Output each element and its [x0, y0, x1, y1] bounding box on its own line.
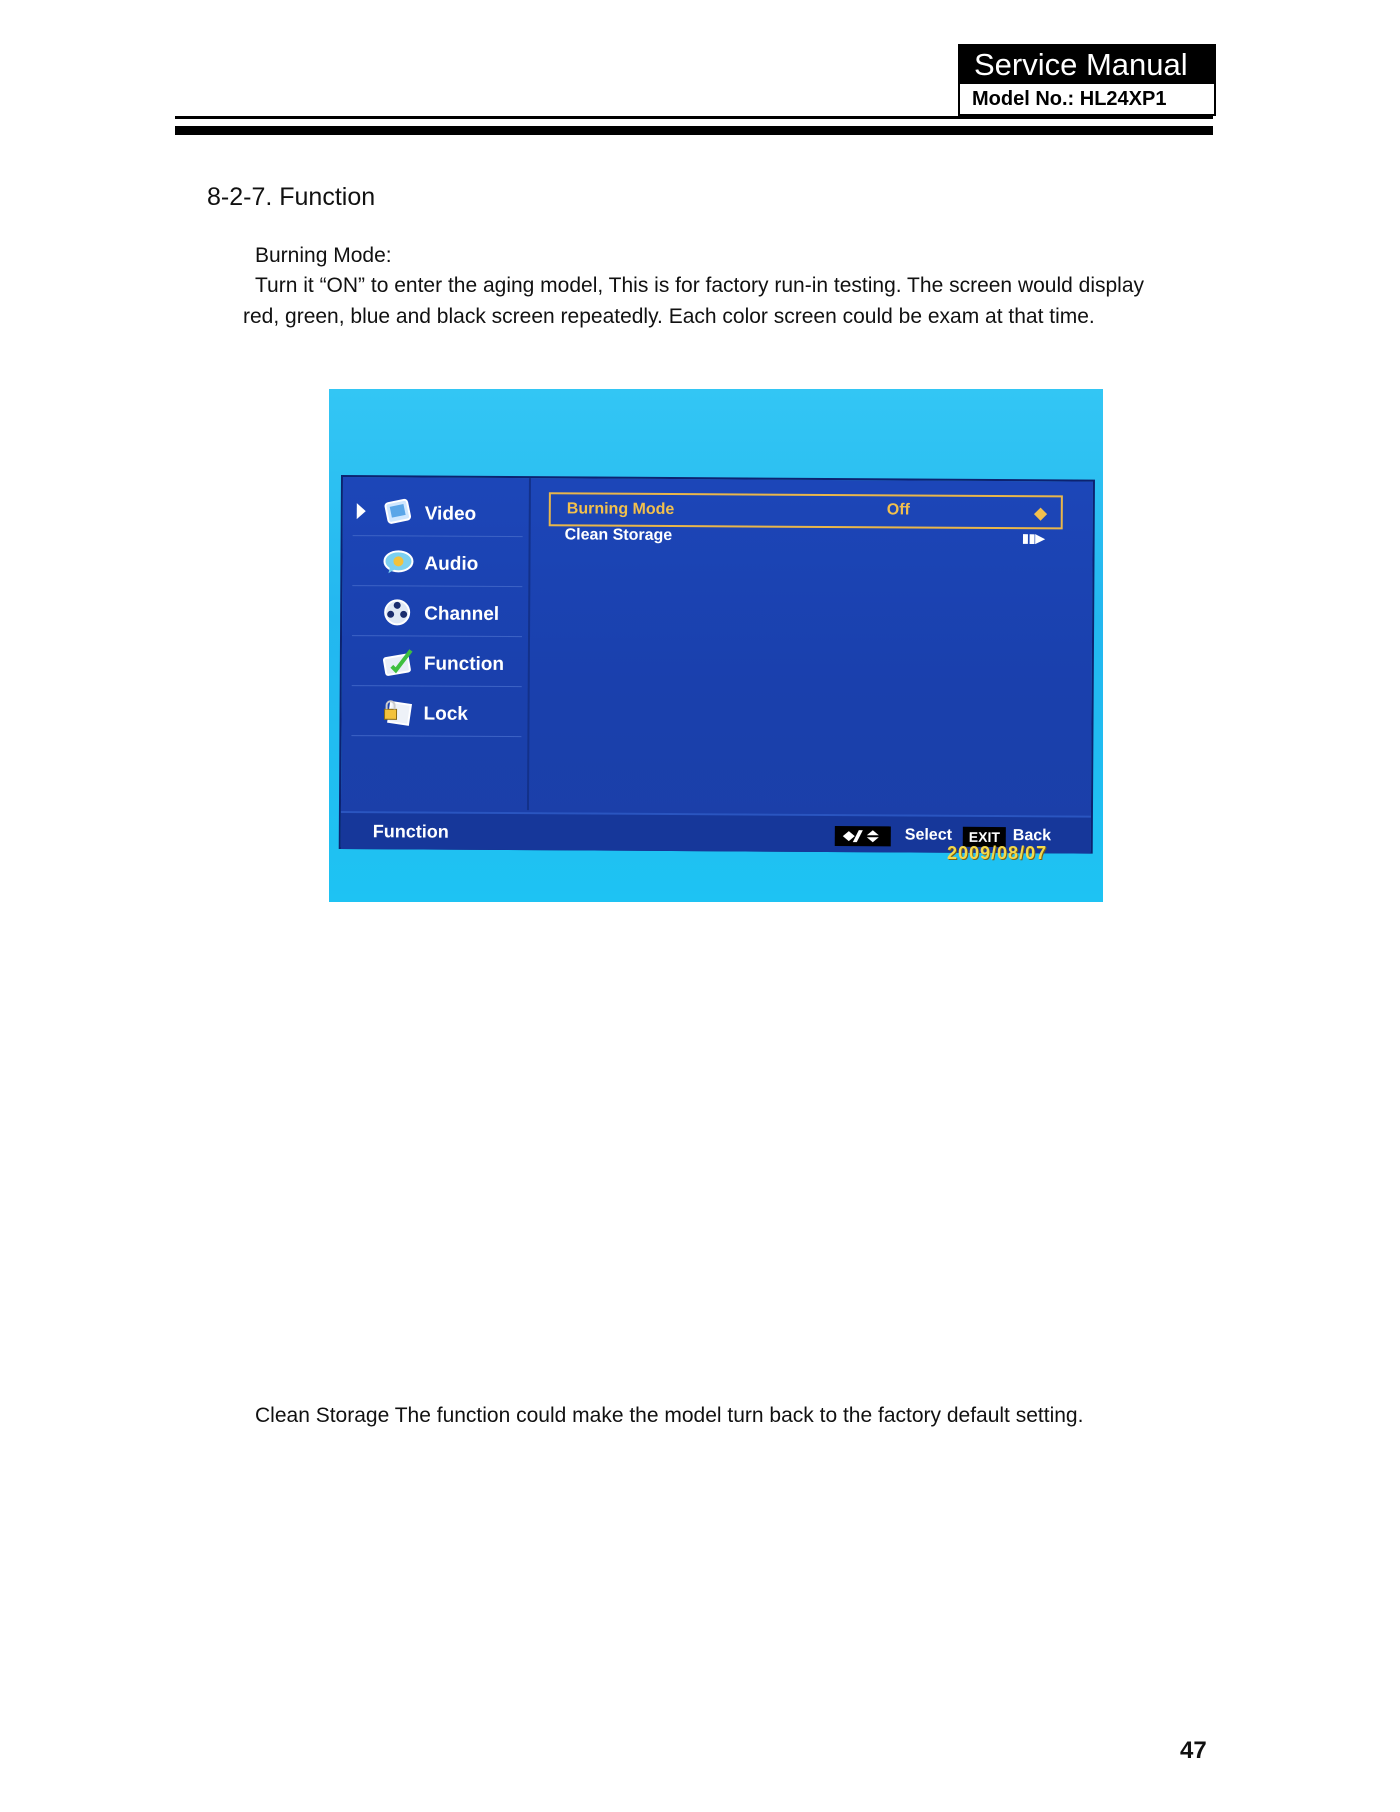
menu-item-lock[interactable] [351, 689, 521, 737]
section-title: 8-2-7. Function [207, 183, 376, 211]
menu-item-video[interactable] [353, 489, 523, 537]
menu-label: Function [423, 653, 505, 675]
model-number: Model No.: HL24XP1 [972, 88, 1167, 110]
option-clean-storage[interactable] [549, 520, 1059, 553]
menu-item-channel[interactable] [352, 589, 522, 637]
enter-arrow-icon[interactable]: ▮▮▶ [1022, 531, 1045, 546]
option-label: Burning Mode [566, 500, 675, 519]
option-value: Off [886, 501, 910, 519]
option-label: Clean Storage [564, 526, 673, 545]
left-right-arrows-icon[interactable]: ◆ [1034, 505, 1047, 523]
arrows-icon [835, 826, 891, 846]
clean-storage-desc: Clean Storage The function could make the model turn back to the factory default setting. [255, 1404, 1084, 1427]
exit-key-badge[interactable]: EXIT [963, 827, 1006, 847]
header-rule-thin [175, 116, 1213, 119]
header-box [958, 44, 1216, 116]
menu-item-function[interactable] [352, 639, 522, 687]
menu-label: Channel [424, 603, 500, 625]
page-number: 47 [1180, 1737, 1207, 1764]
tv-screen-photo [329, 389, 1103, 902]
header-rule-thick [175, 126, 1213, 135]
selected-arrow-icon [357, 503, 366, 519]
photo-date-stamp: 2009/08/07 [947, 843, 1048, 863]
video-icon [383, 497, 415, 527]
burning-desc-line1: Turn it “ON” to enter the aging model, This is for factory run-in testing. The screen would display [255, 274, 1145, 297]
osd-menu-column [341, 477, 531, 810]
menu-item-audio[interactable] [352, 539, 522, 587]
channel-icon [382, 597, 414, 627]
burning-desc-line2: red, green, blue and black screen repeatedly. Each color screen could be exam at that time. [243, 305, 1095, 328]
menu-label: Lock [423, 703, 468, 725]
function-icon [382, 647, 414, 677]
audio-icon [382, 547, 414, 577]
footer-select-hint: Select [904, 826, 953, 844]
burning-heading: Burning Mode: [255, 244, 392, 267]
lock-icon [381, 697, 413, 727]
footer-back-hint: Back [1012, 827, 1052, 845]
osd-panel [339, 475, 1095, 854]
menu-label: Audio [424, 553, 479, 575]
manual-title: Service Manual [960, 46, 1214, 84]
footer-title: Function [372, 821, 449, 842]
menu-label: Video [424, 503, 477, 525]
